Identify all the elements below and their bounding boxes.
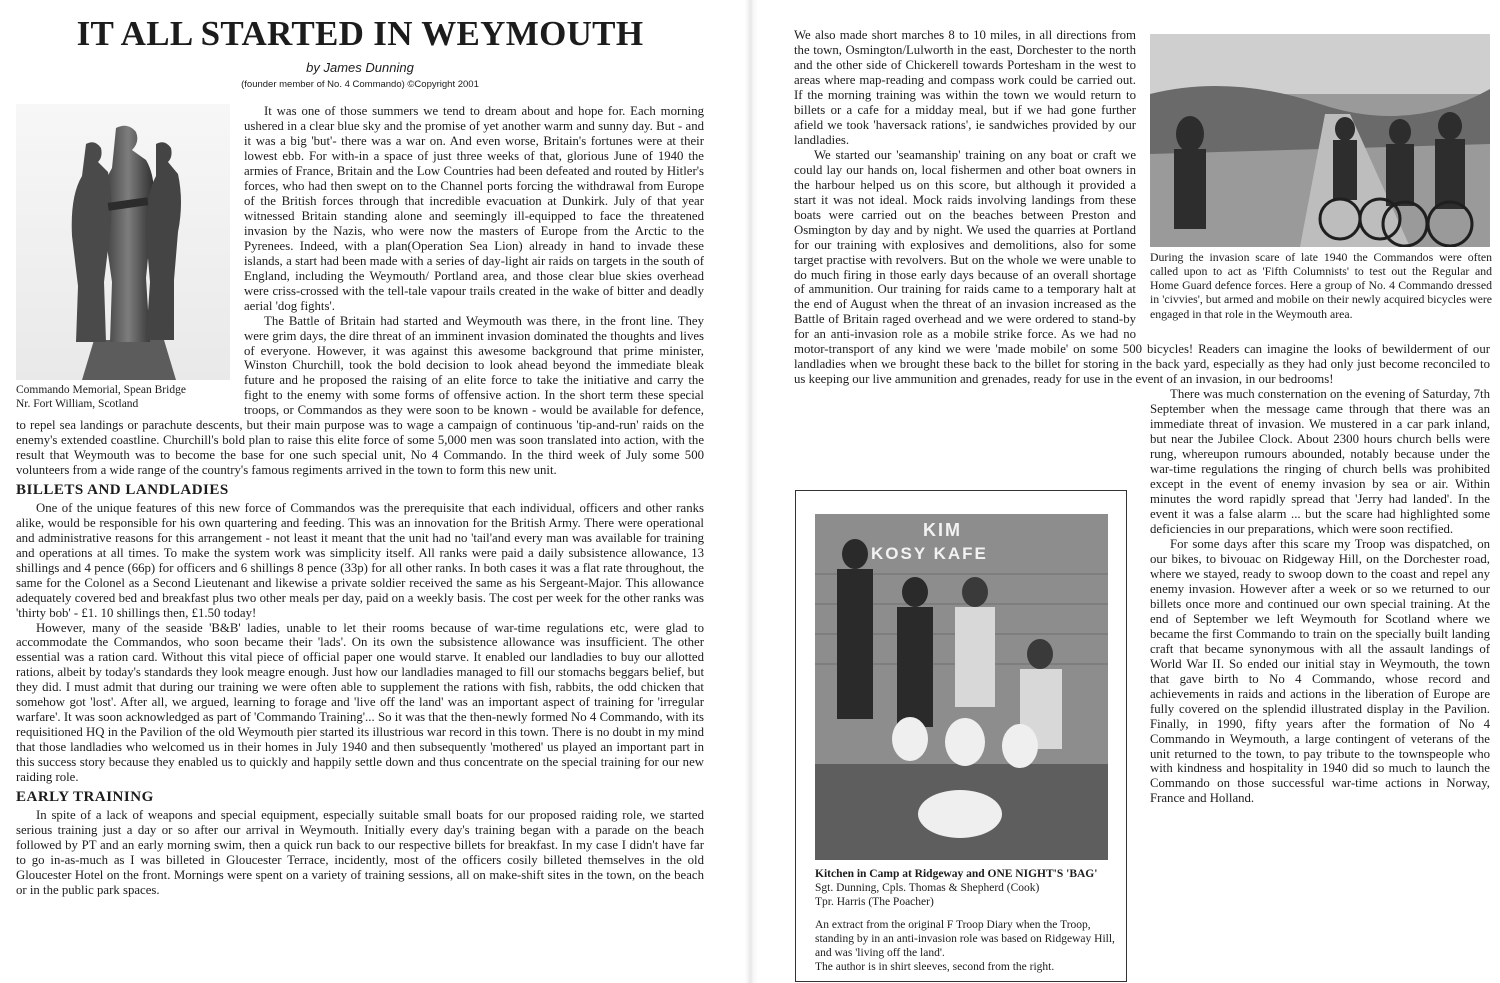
- intro-paragraph-1: It was one of those summers we tend to dream about and hope for. Each morning ushered in a clear blue sky and the promise of yet another warm and sunny day. But - and it was a big 'but'- there was a war on. And even worse, Britain's fortunes were at their lowest ebb. For with-in a space of just three weeks of that, glorious June of 1940 the armies of France, Britain and the Low Countries had been defeated and routed by Hitler's forces, who had then swept on to the Channel ports forcing the withdrawal from Europe of the British forces through that incredible evacuation at Dunkirk. July of that year witnessed Britain standing alone and seemingly ill-equipped to face the threatened invasion by the Nazis, who were now the masters of Europe from the Arctic to the Pyrenees. Indeed, with a plan(Operation Sea Lion) already in hand to invade these islands, a start had been made with a series of day-light air raids on targets in the south of England, including the Weymouth/ Portland area, and those clear blue skies overhead were criss-crossed with the tell-tale vapour trails created in the wake of bitter and deadly aerial 'dog fights'.: [244, 104, 704, 313]
- photo-spacer: [16, 104, 244, 414]
- byline: by James Dunning: [306, 60, 414, 75]
- kitchen-box-spacer: [794, 387, 1150, 897]
- kafe-sign-top: KIM: [923, 520, 962, 540]
- kitchen-author-note: The author is in shirt sleeves, second from the right.: [815, 960, 1055, 973]
- memorial-caption-line-2: Nr. Fort William, Scotland: [16, 397, 139, 410]
- right-page: [758, 0, 1500, 983]
- section-heading-billets: BILLETS AND LANDLADIES: [16, 482, 229, 499]
- billets-paragraph-2: However, many of the seaside 'B&B' ladies, unable to let their rooms because of war-time regulations etc, were glad to accommodate the Commandos, who soon became their 'lads'. On its own the subsistence allowance was insufficient. The other essential was a ration card. Without this vital piece of official paper one would starve. It enabled our landladies to buy our allotted rations, albeit by today's standards they look meagre enough. Just how our landladies managed to fill our stomachs beggars belief, but they did. I must admit that during our training we were often able to supplement the rations with fish, rabbits, the odd chicken that somehow got 'lost'. After all, we argued, learning to forage and 'live off the land' was an important aspect of training for 'irregular warfare'. It was soon acknowledged as part of 'Commando Training'... So it was that the then-newly formed No 4 Commando, with its requisitioned HQ in the Pavilion of the old Weymouth pier started its illustrious war record in this town. There is no doubt in my mind that those landladies who welcomed us in their homes in July 1940 and then subsequently 'mothered' us played an important part in this success story because they enabled us to quickly and happily settle down and thus concentrate on the special training for our new raiding role.: [16, 620, 704, 785]
- founder-note: (founder member of No. 4 Commando) ©Copyright 2001: [241, 79, 479, 90]
- bicycle-photo-caption: During the invasion scare of late 1940 the Commandos were often called upon to act as 'Fifth Columnists' to test out the Regular and Home Guard defence forces. Here a group of No. 4 Commando dressed in 'civvies', but armed and mobile on their newly acquired bicycles were engaged in that role in the Weymouth area.: [1150, 250, 1492, 321]
- training-paragraph-1: In spite of a lack of weapons and special equipment, especially suitable small boats for our proposed raiding role, we started serious training just a day or so after our arrival in Weymouth. Initially every day's training began with a parade on the beach followed by PT and an early morning swim, then a quick run back to our respective billets for breakfast. In my case I didn't have far to go in-as-much as I was billeted in Gloucester Terrace, incidently, most of the officers cosily billeted themselves in the old Gloucester Hotel on the front. Mornings were spent on a variety of training sessions, all on make-shift sites in the town, on the beach or in the public park spaces.: [16, 807, 704, 897]
- memorial-caption-line-1: Commando Memorial, Spean Bridge: [16, 384, 186, 396]
- right-paragraph-2: We started our 'seamanship' training on any boat or craft we could lay our hands on, local fishermen and other boat owners in the harbour helped us on this score, but although it provided a start it was not ideal. Mock raids involving landings from these boats were carried out on the beaches between Preston and Osmington by day and by night. We used the quarries at Portland for our training with explosives and demolitions, also for some target practise with revolvers. But on the whole we were unable to do much firing in those early days because of an overall shortage of ammunition. Our training for raids came to a temporary halt at the end of August when the threat of an invasion increased as the Battle of Britain raged overhead and we were ordered to stand-by for an anti-invasion role as a mobile strike force. As we had no motor-transport of any kind we were 'made mobile' on some 500 bicycles! Readers can imagine the looks of bewilderment of our landladies when we brought these back to the billet for storing in the back yard, especially as they had only just become reconciled to us keeping our live ammunition and grenades, ready for use in the event of an invasion, in our bedrooms!: [794, 147, 1490, 387]
- right-paragraph-1: We also made short marches 8 to 10 miles, in all directions from the town, Osmington/Lulworth in the east, Dorchester to the north and the other side of Chickerell towards Portesham in the west to areas where map-reading and compass work could be carried out. If the morning training was within the town we would return to billets or a cafe for a midday meal, but if we had gone further afield we took 'haversack rations', ie sandwiches provided by our landladies.: [794, 28, 1136, 147]
- kitchen-caption-line-1: Sgt. Dunning, Cpls. Thomas & Shepherd (Cook): [815, 881, 1040, 894]
- article-title: IT ALL STARTED IN WEYMOUTH: [76, 14, 644, 53]
- section-heading-training: EARLY TRAINING: [16, 789, 154, 806]
- left-article-body: [16, 104, 704, 898]
- kitchen-caption-line-2: Tpr. Harris (The Poacher): [815, 895, 934, 908]
- right-paragraph-3: There was much consternation on the evening of Saturday, 7th September when the message came through that there was an immediate threat of invasion. We mustered in a car park inland, but near the Jubilee Clock. About 2300 hours church bells were rung, whereupon rumours abounded, notably because under the war-time regulations the ringing of church bells was prohibited except in the event of enemy invasion by sea or air. Within minutes the word rapidly spread that 'Jerry had landed'. In the event it was a false alarm ... but the scare had highlighted some deficiencies in our preparations, which were soon rectified.: [1150, 387, 1490, 536]
- kitchen-caption-title: Kitchen in Camp at Ridgeway and ONE NIGHT'S 'BAG': [815, 868, 1098, 880]
- intro-paragraph-2: The Battle of Britain had started and Weymouth was there, in the front line. They were grim days, the dire threat of an imminent invasion dominated the thoughts and lives of everyone. However, it was against this awesome background that prime minister, Winston Churchill, took the bold decision to look ahead beyond the immediate bleak future and he proposed the raising of an elite force to take the initiative and carry the fight to the enemy with some forms of offensive action. In the short term these special troops, or Commandos as they were soon to be known - would be available for defence, to repel sea landings or parachute descents, but their main purpose was to wage a campaign of continuous 'tip-and-run' raids on the enemy's extended coastline. Churchill's bold plan to raise this elite force of some 5,000 men was soon translated into action, with the result that Weymouth was to become the base for one such special unit, No 4 Commando. In the third week of July some 500 volunteers from a wide range of the country's famous regiments arrived in the town to form this new unit.: [16, 313, 704, 478]
- kafe-sign-bottom: KOSY KAFE: [871, 544, 988, 563]
- right-article-body: [794, 28, 1490, 897]
- right-paragraph-4: For some days after this scare my Troop was dispatched, on our bikes, to bivouac on Ridgeway Hill, on the Dorchester road, where we stayed, ready to swoop down to the coast and repel any enemy invasion. However after a week or so we returned to our billets once more and continued our own special training. At the end of September we left Weymouth for Scotland where we became the first Commando to train on the specially built landing craft that became synonymous with all the assault landings of World War II. So ended our initial stay in Weymouth, the town that gave birth to No 4 Commando, whose record and achievements in raids and actions in the liberation of Europe are fully covered on the splendid illustrated display in the Pavilion. Finally, in 1990, fifty years after the formation of No 4 Commando in Weymouth, a large contingent of veterans of the unit returned to the town, to pay tribute to the townspeople who with kindness and hospitality in 1940 did so much to launch the Commando on those successful war-time actions in Norway, France and Holland.: [1150, 536, 1490, 806]
- left-page: [0, 0, 745, 983]
- billets-paragraph-1: One of the unique features of this new force of Commandos was the prerequisite that each individual, officers and other ranks alike, would be responsible for his own quartering and feeding. This was an innovation for the British Army. There were operational and administrative reasons for this arrangement - not least it meant that the unit had no 'tail'and every man was available for training and operations at all times. To make the system work was simplicity itself. All ranks were paid a daily subsistence allowance, 13 shillings and 4 pence (66p) for officers and 6 shillings 8 pence (33p) for all other ranks. In both cases it was a flat rate throughout, the same for the Colonel as a Second Lieutenant and likewise a private soldier received the same as his Sergeant-Major. This allowance adequately covered bed and breakfast plus two other meals per day, paid on a weekly basis. The cost per week for the other ranks was 'thirty bob' - £1. 10 shillings then, £1.50 today!: [16, 500, 704, 620]
- page-gutter: [745, 0, 758, 983]
- bike-photo-spacer: [1136, 28, 1490, 334]
- kitchen-extract: An extract from the original F Troop Diary when the Troop, standing by in an anti-invasion role was based on Ridgeway Hill, and was 'living off the land'.: [815, 919, 1115, 959]
